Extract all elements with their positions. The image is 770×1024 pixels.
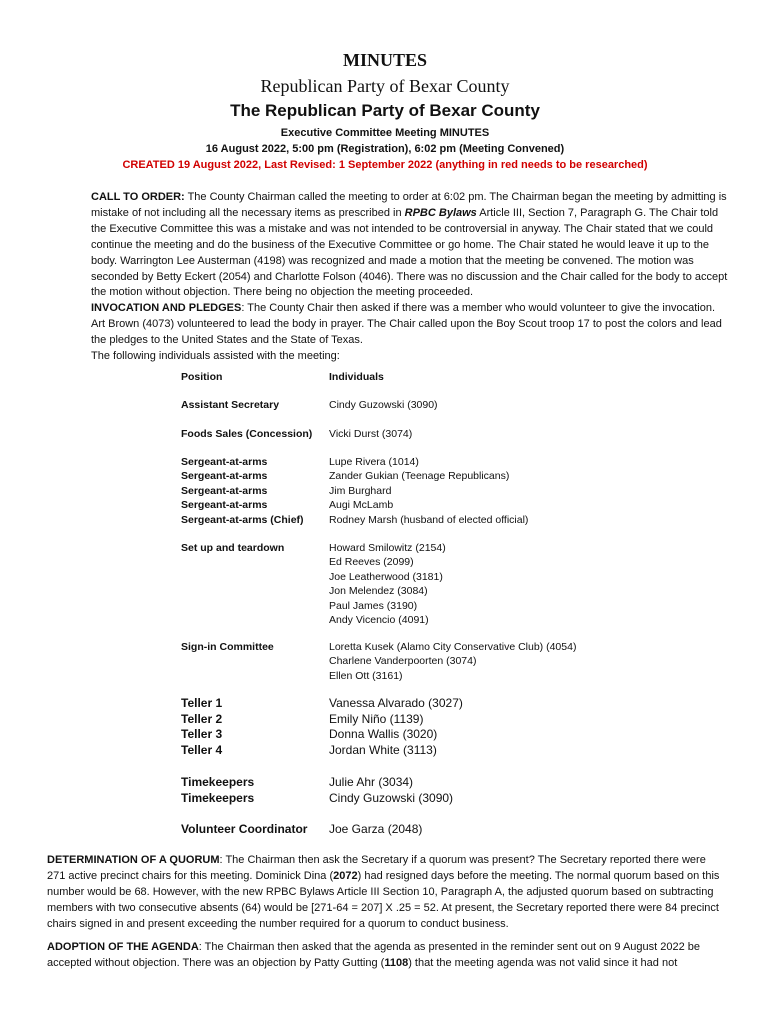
individual-cell: Rodney Marsh (husband of elected official): [329, 513, 529, 526]
revision-line: CREATED 19 August 2022, Last Revised: 1 September 2022 (anything in red needs to be researched): [122, 159, 648, 171]
individual-cell: Paul James (3190): [329, 599, 418, 612]
individual-cell: Joe Garza (2048): [329, 822, 423, 836]
individual-cell: Ellen Ott (3161): [329, 669, 403, 682]
position-cell: Teller 4: [181, 743, 223, 758]
individual-cell: Augi McLamb: [329, 499, 394, 512]
quorum-text: : The Chairman then ask the Secretary if a quorum was present? The Secretary reported there were 271 active precinct chairs for this meeting. Dominick Dina (: [47, 854, 706, 882]
position-cell: Sign-in Committee: [181, 641, 274, 653]
position-cell: Foods Sales (Concession): [181, 428, 313, 440]
individual-cell: Ed Reeves (2099): [329, 556, 414, 569]
individual-cell: Julie Ahr (3034): [329, 775, 414, 789]
quorum-precinct-number: 2072: [333, 869, 358, 882]
individual-cell: Cindy Guzowski (3090): [329, 790, 454, 805]
individual-cell: Cindy Guzowski (3090): [329, 399, 438, 411]
position-cell: Sergeant-at-arms: [181, 470, 268, 483]
position-cell: Sergeant-at-arms (Chief): [181, 513, 304, 526]
individual-cell: Howard Smilowitz (2154): [329, 542, 446, 554]
call-to-order-paragraph: [91, 190, 731, 301]
meeting-date-line: 16 August 2022, 5:00 pm (Registration), 6:02 pm (Meeting Convened): [205, 143, 565, 155]
quorum-text-cont: ) had resigned days before the meeting. The normal quorum based on this number would be 68. However, with the new RPBC Bylaws Article III Section 10, Paragraph A, the adjusted quorum based on subtracting members with two consecutive absents (64) would be [271-64 = 207] X .25 = 52. At present, the Secretary reported there were 84 precinct chairs signed in and present exceeding the number required for a quorum to conduct business.: [47, 869, 720, 930]
quorum-paragraph: [47, 853, 727, 933]
position-cell: Assistant Secretary: [181, 399, 280, 411]
invocation-paragraph: [91, 301, 731, 349]
individual-cell: Jon Melendez (3084): [329, 585, 428, 598]
individual-cell: Jordan White (3113): [329, 743, 437, 758]
call-to-order-section: [91, 190, 731, 365]
position-cell: Timekeepers: [181, 775, 255, 789]
agenda-text-cont: ) that the meeting agenda was not valid since it had not: [408, 956, 678, 969]
individuals-column-header: Individuals: [329, 371, 384, 383]
call-to-order-text-cont: Article III, Section 7, Paragraph G. The Chair told the Executive Committee this was a mistake and was not intended to be controversial in anyway. The Chair stated that we could continue the meeting and do the business of the Executive Committee or go home. The Chair stated he would leave it up to the body. Warrington Lee Austerman (4198) was recognized and made a motion that the meeting be convened. The motion was seconded by Betty Eckert (2054) and Charlotte Folson (4046). There was no discussion and the Chair called for the body to accept the motion without objection. There being no objection the meeting proceeded.: [91, 206, 728, 299]
individual-cell: Jim Burghard: [329, 484, 392, 497]
position-cell: Volunteer Coordinator: [181, 822, 308, 836]
invocation-text: : The County Chair then asked if there was a member who would volunteer to give the invocation. Art Brown (4073) volunteered to lead the body in prayer. The Chair called upon the Boy Scout troop 17 to post the colors and lead the pledges to the United States and the State of Texas.: [91, 302, 722, 347]
individual-cell: Lupe Rivera (1014): [329, 456, 419, 468]
position-cell: Sergeant-at-arms: [181, 484, 268, 497]
individual-cell: Vicki Durst (3074): [329, 428, 413, 440]
position-cell: Teller 3: [181, 727, 223, 742]
individual-cell: Donna Wallis (3020): [329, 727, 438, 742]
position-cell: Set up and teardown: [181, 542, 285, 554]
agenda-text: : The Chairman then asked that the agenda as presented in the reminder sent out on 9 August 2022 be accepted without objection. There was an objection by Patty Gutting (: [47, 941, 701, 969]
position-cell: Teller 1: [181, 696, 223, 710]
bylaws-reference: RPBC Bylaws: [404, 206, 477, 219]
organization-name-bold: The Republican Party of Bexar County: [230, 101, 540, 120]
individual-cell: Andy Vicencio (4091): [329, 614, 429, 627]
individual-cell: Emily Niño (1139): [329, 711, 424, 726]
agenda-label: ADOPTION OF THE AGENDA: [47, 941, 199, 953]
individual-cell: Vanessa Alvarado (3027): [329, 696, 463, 710]
agenda-section: [47, 940, 727, 972]
individual-cell: Zander Gukian (Teenage Republicans): [329, 470, 510, 483]
position-cell: Sergeant-at-arms: [181, 456, 268, 468]
assisted-intro: The following individuals assisted with the meeting:: [91, 350, 340, 363]
organization-name: Republican Party of Bexar County: [260, 76, 510, 96]
quorum-label: DETERMINATION OF A QUORUM: [47, 854, 220, 866]
call-to-order-label: CALL TO ORDER:: [91, 191, 185, 203]
agenda-paragraph: [47, 940, 727, 972]
quorum-section: [47, 853, 727, 933]
document-title: MINUTES: [342, 50, 427, 70]
agenda-precinct-number: 1108: [384, 956, 409, 969]
position-column-header: Position: [181, 371, 223, 383]
position-cell: Teller 2: [181, 711, 223, 726]
individual-cell: Joe Leatherwood (3181): [329, 570, 443, 583]
individual-cell: Charlene Vanderpoorten (3074): [329, 655, 477, 668]
call-to-order-text: The County Chairman called the meeting to order at 6:02 pm. The Chairman began the meeting by admitting is mistake of not including all the necessary items as prescribed in: [91, 191, 727, 219]
position-cell: Timekeepers: [181, 790, 255, 805]
individual-cell: Loretta Kusek (Alamo City Conservative Club) (4054): [329, 641, 577, 653]
position-cell: Sergeant-at-arms: [181, 499, 268, 512]
meeting-heading: Executive Committee Meeting MINUTES: [280, 127, 490, 139]
invocation-label: INVOCATION AND PLEDGES: [91, 302, 242, 315]
